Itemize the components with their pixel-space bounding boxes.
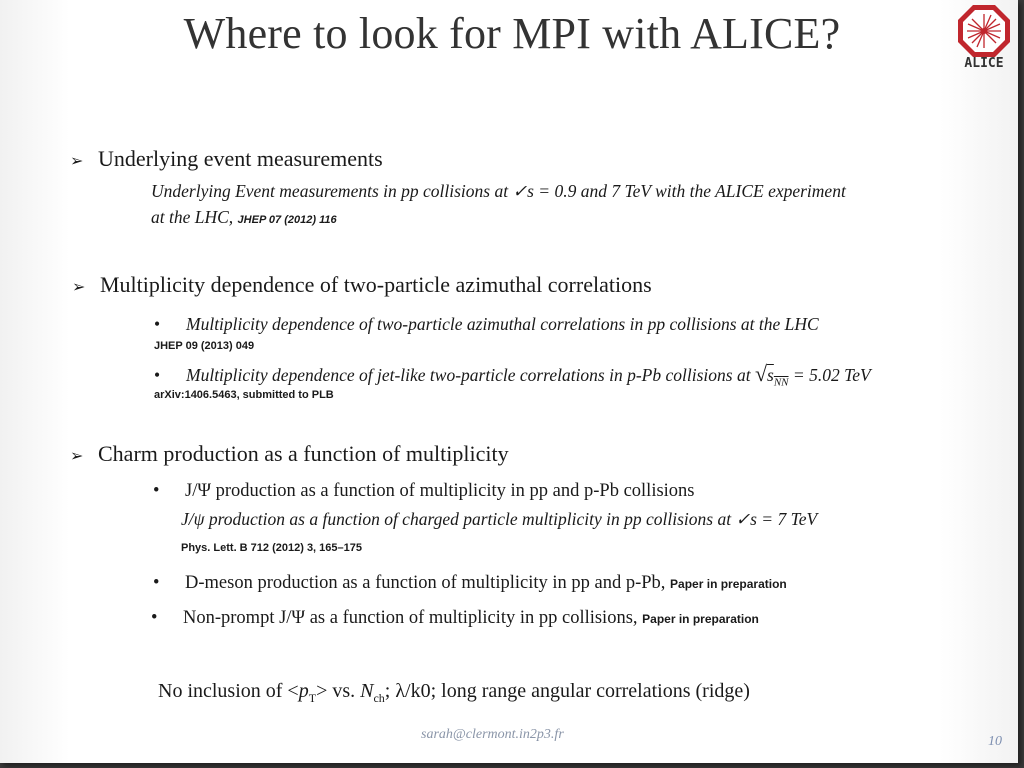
charm-heading-row — [70, 441, 509, 469]
bullet-dot-icon: • — [154, 365, 161, 385]
ue-heading: Underlying event measurements — [98, 146, 383, 171]
bottom-note-n: N — [360, 680, 374, 702]
bottom-note-suffix: ; λ/k0; long range angular correlations (ridge) — [384, 680, 750, 702]
bottom-note-n-sub: ch — [373, 691, 385, 705]
charm-item2-row — [153, 572, 787, 595]
charm-item1-paper: J/ψ production as a function of charged particle multiplicity in pp collisions at ✓s = 7 TeV — [181, 509, 818, 529]
mult-item1-row — [154, 313, 819, 335]
bullet-dot-icon: • — [153, 573, 160, 593]
ue-paper-line2: at the LHC, — [151, 207, 234, 227]
footer-email: sarah@clermont.in2p3.fr — [421, 727, 564, 742]
bullet-dot-icon: • — [154, 314, 161, 334]
charm-heading: Charm production as a function of multiplicity — [98, 441, 509, 466]
ue-paper-line1: Underlying Event measurements in pp collisions at ✓s = 0.9 and 7 TeV with the ALICE experiment — [151, 181, 846, 201]
bottom-note-p: p — [298, 680, 309, 702]
charm-item1: J/Ψ production as a function of multiplicity in pp and p-Pb collisions — [185, 481, 695, 501]
mult-ref1: JHEP 09 (2013) 049 — [154, 340, 255, 352]
mult-item2-s: s — [767, 365, 774, 385]
bottom-note-prefix: No inclusion of < — [158, 680, 299, 702]
mult-heading: Multiplicity dependence of two-particle azimuthal correlations — [100, 272, 652, 297]
charm-item2-note: Paper in preparation — [670, 577, 787, 591]
sqrt-symbol-icon: √ — [754, 361, 768, 386]
charm-item1-row — [153, 480, 695, 502]
charm-item2: D-meson production as a function of multiplicity in pp and p-Pb, — [185, 573, 666, 593]
arrow-bullet-icon: ➢ — [72, 277, 86, 296]
charm-item1-ref: Phys. Lett. B 712 (2012) 3, 165–175 — [181, 542, 362, 554]
page-number: 10 — [988, 734, 1002, 749]
mult-item2-suffix: = 5.02 TeV — [792, 365, 871, 385]
alice-logo — [956, 2, 1012, 74]
bottom-note-p-sub: T — [308, 691, 317, 705]
bottom-note — [158, 679, 750, 710]
ue-paper-line2-row — [151, 206, 337, 231]
arrow-bullet-icon: ➢ — [70, 446, 84, 465]
arrow-bullet-icon: ➢ — [70, 151, 84, 170]
mult-item2-sub: NN — [773, 376, 789, 389]
charm-item3: Non-prompt J/Ψ as a function of multiplicity in pp collisions, — [183, 608, 638, 628]
slide-title: Where to look for MPI with ALICE? — [183, 9, 841, 58]
mult-heading-row — [72, 272, 652, 300]
ue-heading-row — [70, 146, 383, 174]
mult-item2-prefix: Multiplicity dependence of jet-like two-particle correlations in p-Pb collisions at — [186, 365, 751, 385]
charm-item3-note: Paper in preparation — [642, 612, 759, 626]
mult-ref2: arXiv:1406.5463, submitted to PLB — [154, 389, 334, 401]
charm-item3-row — [151, 607, 759, 630]
bottom-note-mid: > vs. — [316, 680, 361, 702]
bullet-dot-icon: • — [153, 481, 160, 501]
alice-logo-text: ALICE — [964, 56, 1004, 71]
ue-ref: JHEP 07 (2012) 116 — [237, 214, 337, 226]
bullet-dot-icon: • — [151, 608, 158, 628]
mult-item1: Multiplicity dependence of two-particle azimuthal correlations in pp collisions at the LHC — [186, 314, 819, 334]
